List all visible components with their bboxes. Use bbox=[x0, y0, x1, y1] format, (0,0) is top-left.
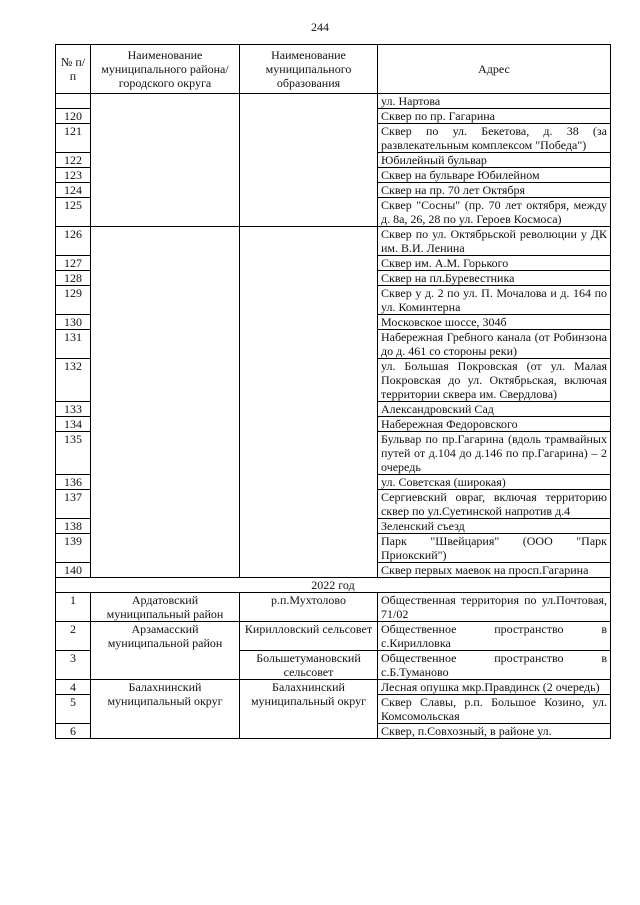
row-number: 1 bbox=[56, 593, 91, 622]
row-number: 135 bbox=[56, 432, 91, 475]
header-num: № п/п bbox=[56, 45, 91, 94]
address-cell: Бульвар по пр.Гагарина (вдоль трамвайных путей от д.104 до д.146 по пр.Гагарина) – 2 очередь bbox=[378, 432, 611, 475]
header-district: Наименование муниципального района/ городского округа bbox=[91, 45, 240, 94]
row-number: 132 bbox=[56, 359, 91, 402]
table-row bbox=[56, 227, 611, 256]
year-section-row bbox=[56, 578, 611, 593]
address-cell: Сергиевский овраг, включая территорию сквер по ул.Суетинской напротив д.4 bbox=[378, 490, 611, 519]
table-row bbox=[56, 593, 611, 622]
address-cell: ул. Советская (широкая) bbox=[378, 475, 611, 490]
row-number: 138 bbox=[56, 519, 91, 534]
address-cell: Сквер по ул. Бекетова, д. 38 (за развлекательным комплексом "Победа") bbox=[378, 124, 611, 153]
address-cell: Общественное пространство в с.Кирилловка bbox=[378, 622, 611, 651]
row-number: 140 bbox=[56, 563, 91, 578]
municipality-cell: Большетумановский сельсовет bbox=[240, 651, 378, 680]
municipality-cell-empty bbox=[240, 227, 378, 578]
address-cell: Общественное пространство в с.Б.Туманово bbox=[378, 651, 611, 680]
row-number: 137 bbox=[56, 490, 91, 519]
address-cell: Сквер, п.Совхозный, в районе ул. bbox=[378, 724, 611, 739]
district-cell: Балахнинский муниципальный округ bbox=[91, 680, 240, 739]
district-cell-empty bbox=[91, 94, 240, 227]
row-number: 124 bbox=[56, 183, 91, 198]
row-number: 120 bbox=[56, 109, 91, 124]
row-number: 127 bbox=[56, 256, 91, 271]
address-cell: Лесная опушка мкр.Правдинск (2 очередь) bbox=[378, 680, 611, 695]
address-cell: Сквер по ул. Октябрьской революции у ДК им. В.И. Ленина bbox=[378, 227, 611, 256]
row-number: 4 bbox=[56, 680, 91, 695]
address-cell: Набережная Федоровского bbox=[378, 417, 611, 432]
address-cell: ул. Большая Покровская (от ул. Малая Покровская до ул. Октябрьская, включая территории сквера им. Свердлова) bbox=[378, 359, 611, 402]
registry-table bbox=[55, 44, 611, 739]
row-number: 126 bbox=[56, 227, 91, 256]
address-cell: Парк "Швейцария" (ООО "Парк Приокский") bbox=[378, 534, 611, 563]
address-cell: Зеленский съезд bbox=[378, 519, 611, 534]
municipality-cell: Балахнинский муниципальный округ bbox=[240, 680, 378, 739]
address-cell: Общественная территория по ул.Почтовая, 71/02 bbox=[378, 593, 611, 622]
table-row bbox=[56, 622, 611, 651]
row-number: 6 bbox=[56, 724, 91, 739]
row-number: 139 bbox=[56, 534, 91, 563]
address-cell: Сквер на бульваре Юбилейном bbox=[378, 168, 611, 183]
row-number: 3 bbox=[56, 651, 91, 680]
row-number: 133 bbox=[56, 402, 91, 417]
row-number: 136 bbox=[56, 475, 91, 490]
address-cell: Сквер Славы, р.п. Большое Козино, ул. Комсомольская bbox=[378, 695, 611, 724]
year-heading: 2022 год bbox=[56, 578, 611, 593]
address-cell: Сквер первых маевок на просп.Гагарина bbox=[378, 563, 611, 578]
district-cell: Ардатовский муниципальный район bbox=[91, 593, 240, 622]
header-municipality: Наименование муниципального образования bbox=[240, 45, 378, 94]
header-address: Адрес bbox=[378, 45, 611, 94]
municipality-cell: р.п.Мухтолово bbox=[240, 593, 378, 622]
row-number: 128 bbox=[56, 271, 91, 286]
address-cell: Александровский Сад bbox=[378, 402, 611, 417]
district-cell: Арзамасский муниципальной район bbox=[91, 622, 240, 680]
address-cell: ул. Нартова bbox=[378, 94, 611, 109]
address-cell: Сквер "Сосны" (пр. 70 лет октября, между д. 8а, 26, 28 по ул. Героев Космоса) bbox=[378, 198, 611, 227]
address-cell: Московское шоссе, 304б bbox=[378, 315, 611, 330]
row-number: 125 bbox=[56, 198, 91, 227]
address-cell: Сквер на пл.Буревестника bbox=[378, 271, 611, 286]
table-row bbox=[56, 94, 611, 109]
address-cell: Набережная Гребного канала (от Робинзона до д. 461 со стороны реки) bbox=[378, 330, 611, 359]
address-cell: Сквер у д. 2 по ул. П. Мочалова и д. 164 по ул. Коминтерна bbox=[378, 286, 611, 315]
district-cell-empty bbox=[91, 227, 240, 578]
address-cell: Сквер по пр. Гагарина bbox=[378, 109, 611, 124]
address-cell: Сквер на пр. 70 лет Октября bbox=[378, 183, 611, 198]
table-header-row bbox=[56, 45, 611, 94]
table-row bbox=[56, 680, 611, 695]
address-cell: Сквер им. А.М. Горького bbox=[378, 256, 611, 271]
row-number: 2 bbox=[56, 622, 91, 651]
row-number: 131 bbox=[56, 330, 91, 359]
address-cell: Юбилейный бульвар bbox=[378, 153, 611, 168]
row-number: 123 bbox=[56, 168, 91, 183]
municipality-cell: Кирилловский сельсовет bbox=[240, 622, 378, 651]
row-number: 129 bbox=[56, 286, 91, 315]
row-number: 122 bbox=[56, 153, 91, 168]
page-number: 244 bbox=[311, 20, 329, 34]
row-number: 5 bbox=[56, 695, 91, 724]
row-number: 130 bbox=[56, 315, 91, 330]
row-number: 134 bbox=[56, 417, 91, 432]
row-number: 121 bbox=[56, 124, 91, 153]
municipality-cell-empty bbox=[240, 94, 378, 227]
